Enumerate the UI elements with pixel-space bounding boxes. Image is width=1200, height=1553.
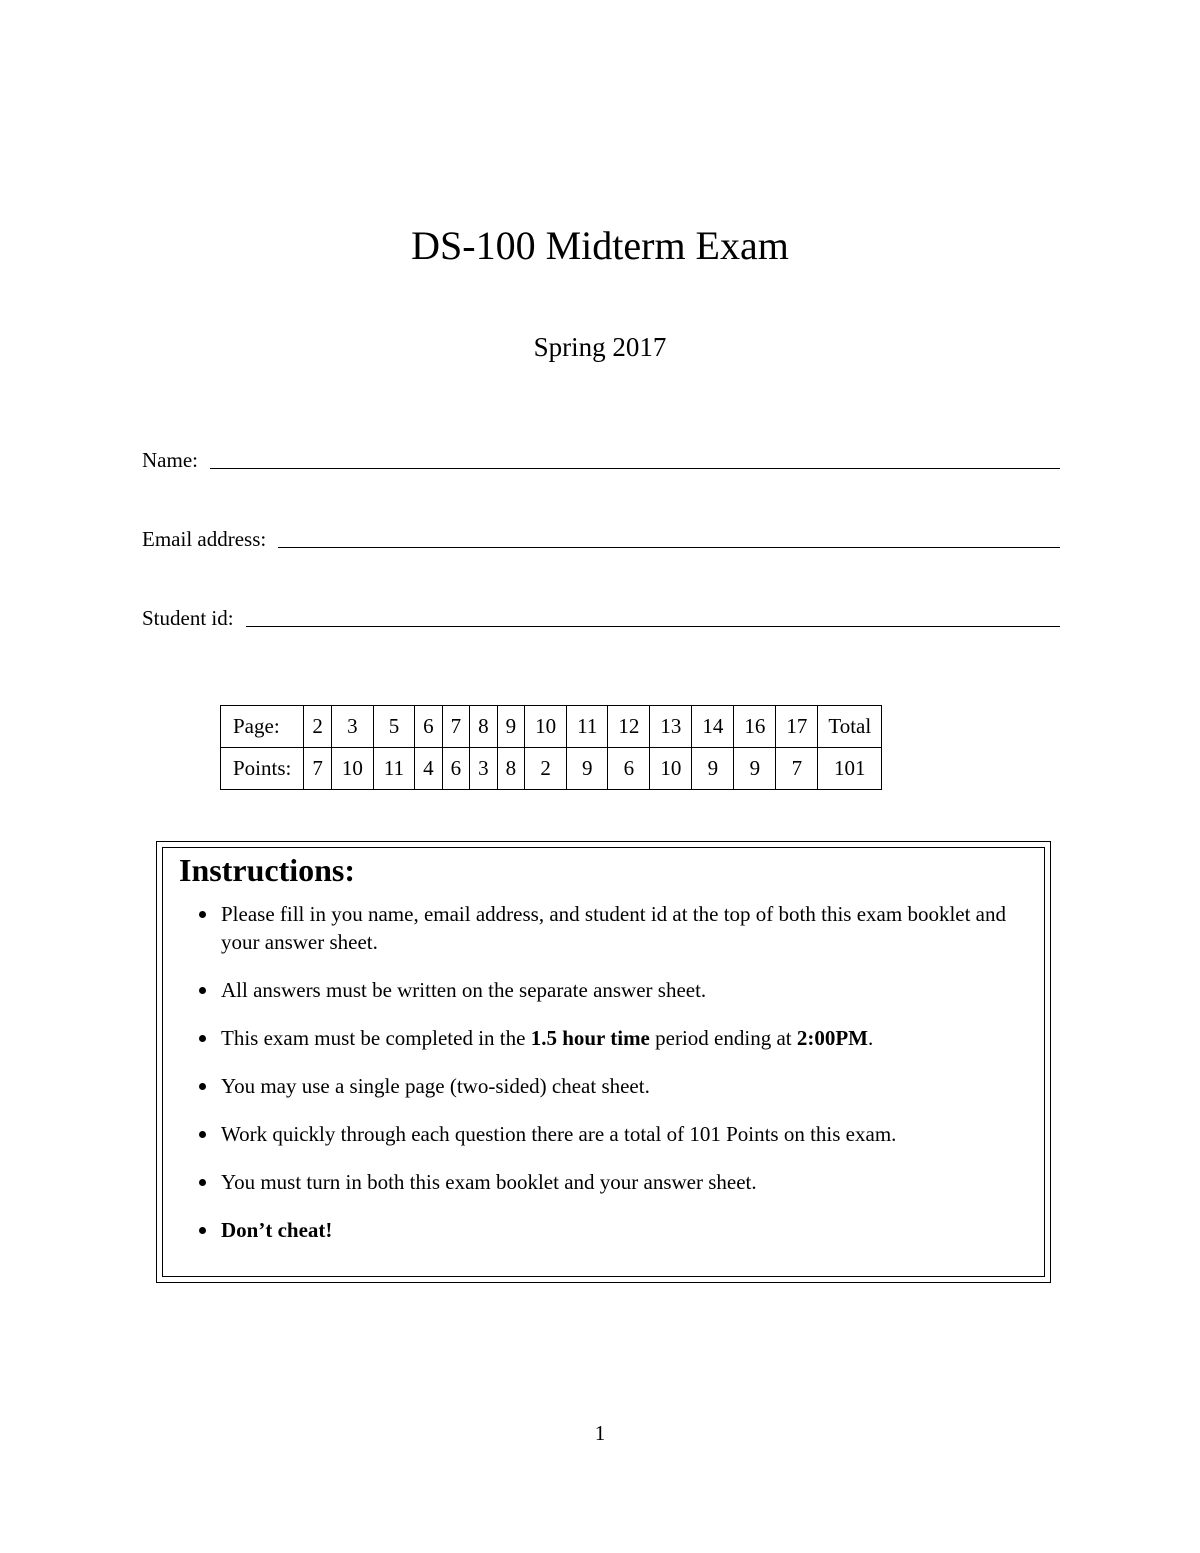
- instruction-text: period ending at: [649, 1026, 797, 1050]
- instruction-item: [179, 1216, 1030, 1244]
- table-cell: 17: [776, 706, 818, 748]
- table-cell: Total: [818, 706, 882, 748]
- page-row-header: Page:: [221, 706, 304, 748]
- instruction-text: Work quickly through each question there are a total of 101 Points on this exam.: [221, 1122, 897, 1146]
- instruction-item: [179, 1072, 1030, 1100]
- instruction-text: 1.5 hour time: [530, 1026, 650, 1050]
- table-cell: 6: [442, 748, 470, 790]
- email-label: Email address:: [142, 527, 267, 551]
- table-cell: 5: [373, 706, 414, 748]
- table-cell: 10: [525, 706, 567, 748]
- table-cell: 101: [818, 748, 882, 790]
- bullet-icon: [199, 1083, 206, 1090]
- bullet-icon: [199, 1179, 206, 1186]
- table-cell: 8: [470, 706, 498, 748]
- name-field: [142, 447, 1060, 473]
- bullet-icon: [199, 1035, 206, 1042]
- table-cell: 16: [734, 706, 776, 748]
- instruction-text: All answers must be written on the separate answer sheet.: [221, 978, 707, 1002]
- instructions-heading: Instructions:: [179, 852, 356, 888]
- instruction-item: [179, 976, 1030, 1004]
- instruction-item: [179, 1120, 1030, 1148]
- bullet-icon: [199, 911, 206, 918]
- table-cell: 9: [734, 748, 776, 790]
- points-table: [220, 705, 882, 790]
- table-cell: 9: [497, 706, 525, 748]
- table-cell: 12: [608, 706, 650, 748]
- name-blank-line: [210, 450, 1060, 469]
- instruction-text: .: [868, 1026, 874, 1050]
- table-cell: 8: [497, 748, 525, 790]
- instruction-text: 2:00PM: [796, 1026, 869, 1050]
- table-cell: 10: [650, 748, 692, 790]
- bullet-icon: [199, 987, 206, 994]
- table-cell: 3: [470, 748, 498, 790]
- table-cell: 9: [692, 748, 734, 790]
- student-id-field: [142, 605, 1060, 631]
- table-cell: 2: [304, 706, 332, 748]
- table-cell: 11: [373, 748, 414, 790]
- table-cell: 3: [331, 706, 373, 748]
- instruction-text: You may use a single page (two-sided) cheat sheet.: [221, 1074, 650, 1098]
- bullet-icon: [199, 1227, 206, 1234]
- table-cell: 9: [567, 748, 608, 790]
- student-id-label: Student id:: [142, 606, 234, 630]
- instruction-item: [179, 1168, 1030, 1196]
- table-cell: 11: [567, 706, 608, 748]
- table-cell: 4: [415, 748, 443, 790]
- points-row-header: Points:: [221, 748, 304, 790]
- exam-term: Spring 2017: [533, 332, 667, 362]
- instruction-text: Please fill in you name, email address, and student id at the top of both this exam booklet and your answer sheet.: [221, 902, 1006, 954]
- instructions-box: [156, 841, 1051, 1283]
- email-field: [142, 526, 1060, 552]
- exam-title: DS-100 Midterm Exam: [411, 223, 789, 268]
- table-cell: 14: [692, 706, 734, 748]
- table-cell: 7: [442, 706, 470, 748]
- table-cell: 2: [525, 748, 567, 790]
- points-table-page-row: [221, 706, 882, 748]
- instruction-item: [179, 900, 1030, 956]
- bullet-icon: [199, 1131, 206, 1138]
- instruction-text: Don’t cheat!: [221, 1218, 333, 1242]
- name-label: Name:: [142, 448, 198, 472]
- email-blank-line: [278, 529, 1060, 548]
- instruction-item: [179, 1024, 1030, 1052]
- page-number: 1: [594, 1421, 606, 1445]
- points-table-points-row: [221, 748, 882, 790]
- instructions-inner-frame: [162, 847, 1045, 1277]
- instruction-text: You must turn in both this exam booklet and your answer sheet.: [221, 1170, 757, 1194]
- instructions-list: [179, 900, 1030, 1244]
- table-cell: 6: [608, 748, 650, 790]
- table-cell: 7: [304, 748, 332, 790]
- table-cell: 13: [650, 706, 692, 748]
- table-cell: 10: [331, 748, 373, 790]
- student-id-blank-line: [246, 608, 1060, 627]
- table-cell: 7: [776, 748, 818, 790]
- instruction-text: This exam must be completed in the: [221, 1026, 531, 1050]
- table-cell: 6: [415, 706, 443, 748]
